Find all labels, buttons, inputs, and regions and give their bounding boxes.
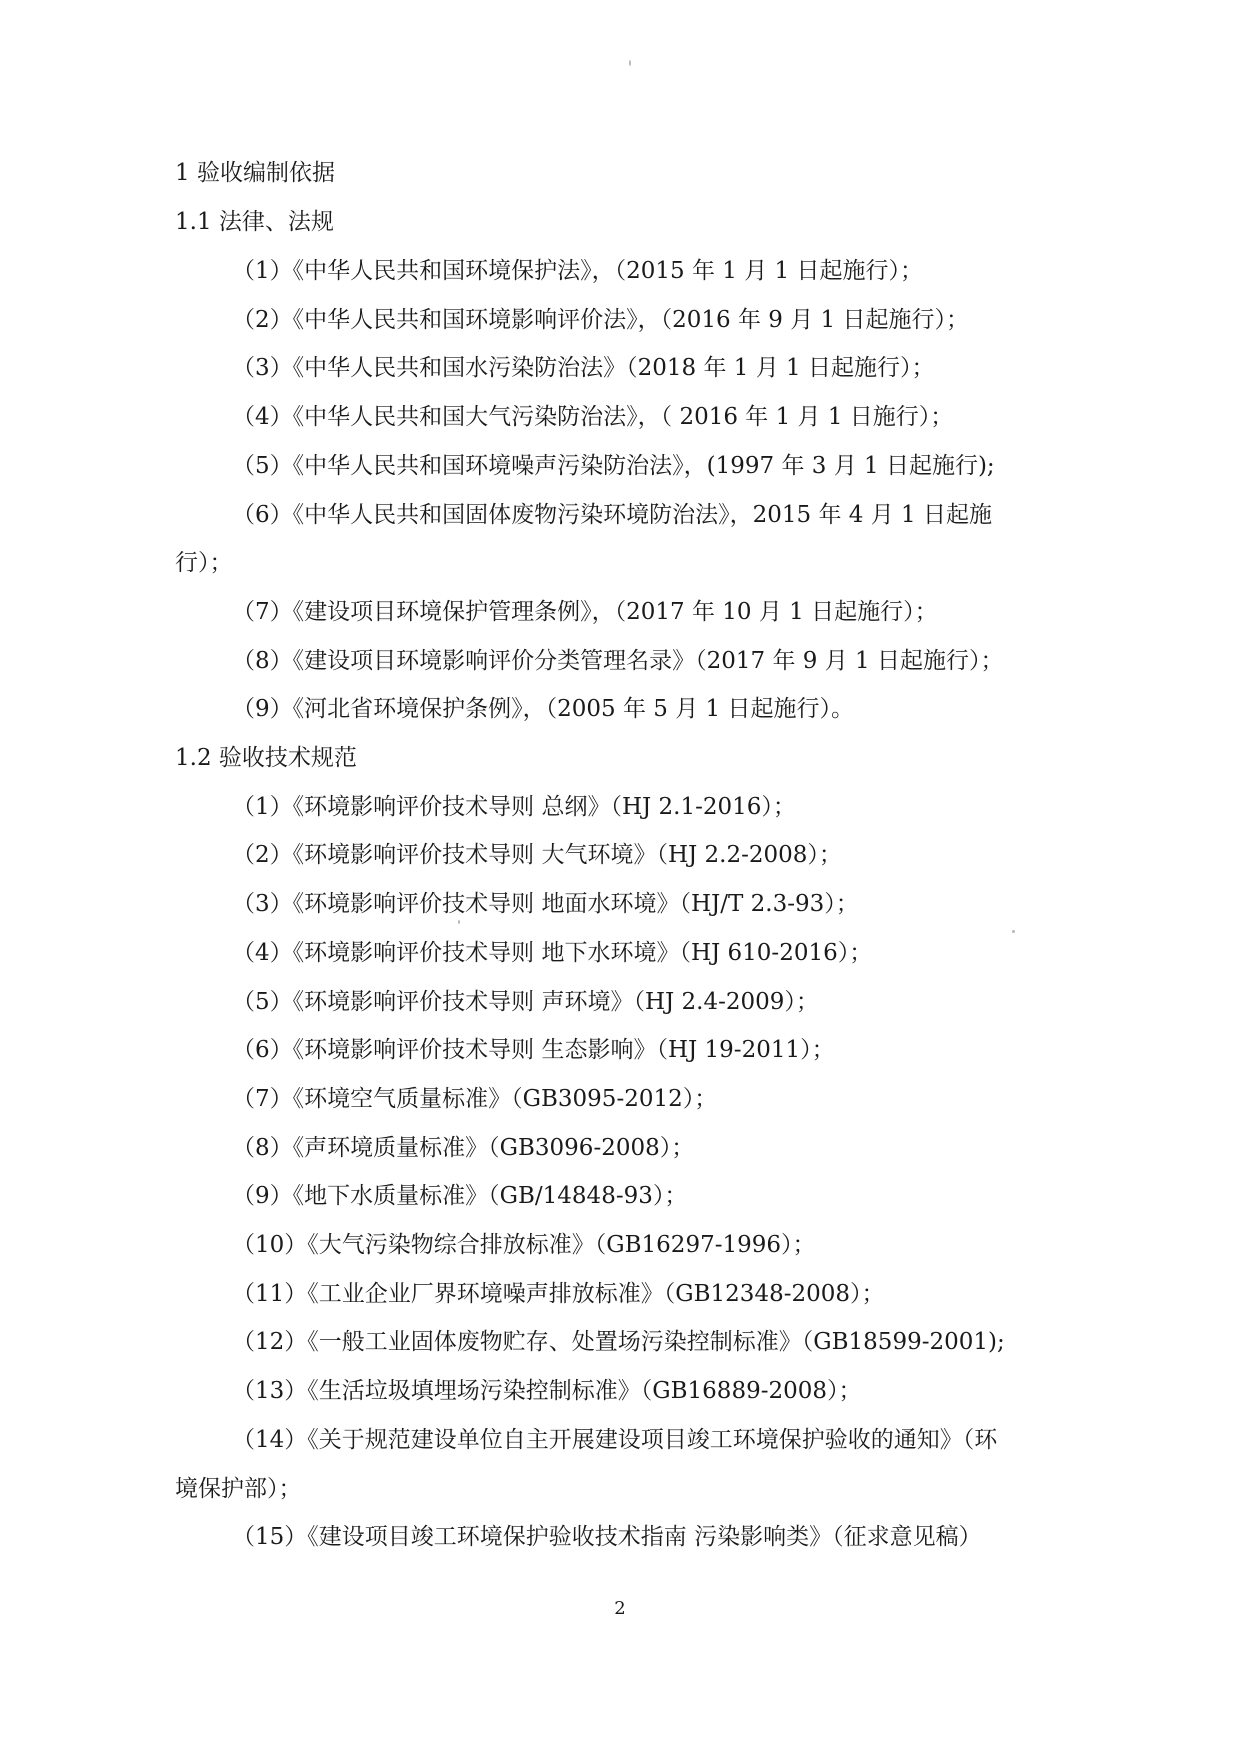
spec-item-11: （11）《工业企业厂界环境噪声排放标准》（GB12348-2008）； [232, 1281, 885, 1307]
spec-item-15: （15）《建设项目竣工环境保护验收技术指南 污染影响类》（征求意见稿） [232, 1524, 982, 1550]
spec-item-13: （13）《生活垃圾填埋场污染控制标准》（GB16889-2008）； [232, 1378, 862, 1404]
scan-speck [629, 60, 631, 66]
spec-item-14-continued: 境保护部）； [175, 1476, 302, 1502]
spec-item-7: （7）《环境空气质量标准》（GB3095-2012）； [232, 1086, 718, 1112]
page-number: 2 [614, 1598, 626, 1619]
law-item-7: （7）《建设项目环境保护管理条例》，（2017 年 10 月 1 日起施行）； [232, 599, 938, 625]
scan-speck [458, 920, 460, 924]
spec-item-2: （2）《环境影响评价技术导则 大气环境》（HJ 2.2-2008）； [232, 842, 842, 868]
spec-item-10: （10）《大气污染物综合排放标准》（GB16297-1996）； [232, 1232, 816, 1258]
scan-speck [1012, 930, 1015, 933]
law-item-6-continued: 行）； [175, 550, 233, 576]
spec-item-12: （12）《一般工业固体废物贮存、处置场污染控制标准》（GB18599-2001); [232, 1329, 1005, 1355]
law-item-1: （1）《中华人民共和国环境保护法》，（2015 年 1 月 1 日起施行）； [232, 258, 923, 284]
spec-item-1: （1）《环境影响评价技术导则 总纲》（HJ 2.1-2016）； [232, 794, 796, 820]
spec-item-8: （8）《声环境质量标准》（GB3096-2008）； [232, 1135, 695, 1161]
law-item-5: （5）《中华人民共和国环境噪声污染防治法》，(1997 年 3 月 1 日起施行); [232, 453, 995, 479]
spec-item-14: （14）《关于规范建设单位自主开展建设项目竣工环境保护验收的通知》（环 [232, 1427, 998, 1453]
section-1-1-heading: 1.1 法律、法规 [175, 209, 334, 235]
section-1-heading: 1 验收编制依据 [175, 160, 335, 186]
section-1-2-heading: 1.2 验收技术规范 [175, 745, 357, 771]
law-item-9: （9）《河北省环境保护条例》，（2005 年 5 月 1 日起施行）。 [232, 696, 854, 722]
spec-item-3: （3）《环境影响评价技术导则 地面水环境》（HJ/T 2.3-93）； [232, 891, 859, 917]
law-item-4: （4）《中华人民共和国大气污染防治法》，（ 2016 年 1 月 1 日施行）； [232, 404, 954, 430]
law-item-2: （2）《中华人民共和国环境影响评价法》，（2016 年 9 月 1 日起施行）； [232, 307, 969, 333]
spec-item-6: （6）《环境影响评价技术导则 生态影响》（HJ 19-2011）； [232, 1037, 835, 1063]
law-item-6: （6）《中华人民共和国固体废物污染环境防治法》，2015 年 4 月 1 日起施 [232, 502, 992, 528]
spec-item-5: （5）《环境影响评价技术导则 声环境》（HJ 2.4-2009）； [232, 989, 819, 1015]
spec-item-4: （4）《环境影响评价技术导则 地下水环境》（HJ 610-2016）； [232, 940, 873, 966]
law-item-3: （3）《中华人民共和国水污染防治法》（2018 年 1 月 1 日起施行）； [232, 355, 935, 381]
spec-item-9: （9）《地下水质量标准》（GB/14848-93）； [232, 1183, 688, 1209]
law-item-8: （8）《建设项目环境影响评价分类管理名录》（2017 年 9 月 1 日起施行）； [232, 648, 1004, 674]
